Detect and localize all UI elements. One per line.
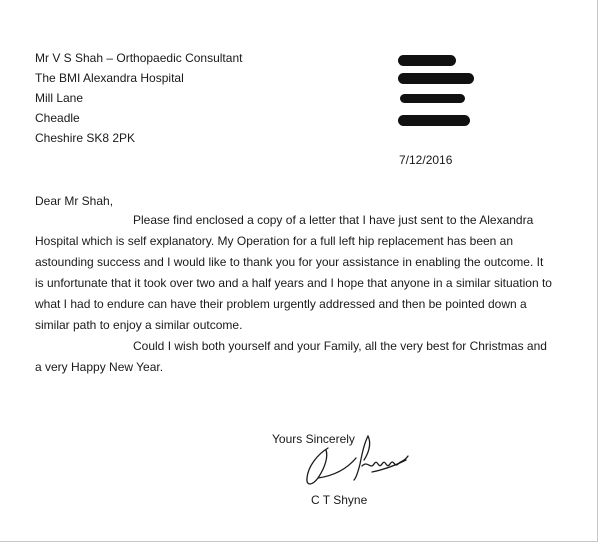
letter-date: 7/12/2016 bbox=[399, 153, 453, 167]
salutation: Dear Mr Shah, bbox=[35, 194, 114, 208]
closing: Yours Sincerely bbox=[272, 432, 355, 446]
body-paragraph-1-text: Please find enclosed a copy of a letter that I have just sent to the Alexandra Hospital which is self explanatory. My Operation for a full left hip replacement has been an astounding success and I would like to thank you for your assistance in enabling the outcome. It is unfortunate that it took over two and a half years and I hope that anyone in a similar situation to what I had to endure can have their problem urgently addressed and then be pointed down a similar path to enjoy a similar outcome. bbox=[35, 213, 552, 332]
address-line-5: Cheshire SK8 2PK bbox=[35, 131, 136, 145]
body-paragraph-2 bbox=[35, 336, 555, 378]
redaction-bar-1 bbox=[398, 55, 456, 66]
body-paragraph-2-text: Could I wish both yourself and your Family, all the very best for Christmas and a very Happy New Year. bbox=[35, 339, 547, 374]
redaction-bar-4 bbox=[398, 115, 470, 126]
address-line-3: Mill Lane bbox=[35, 91, 84, 105]
address-line-4: Cheadle bbox=[35, 111, 80, 125]
signer-name: C T Shyne bbox=[311, 493, 368, 507]
address-line-1: Mr V S Shah – Orthopaedic Consultant bbox=[35, 51, 243, 65]
body-paragraph-1 bbox=[35, 210, 555, 336]
address-line-2: The BMI Alexandra Hospital bbox=[35, 71, 184, 85]
redaction-bar-2 bbox=[398, 73, 474, 84]
handwritten-signature bbox=[298, 430, 418, 498]
redaction-bar-3 bbox=[400, 94, 465, 103]
